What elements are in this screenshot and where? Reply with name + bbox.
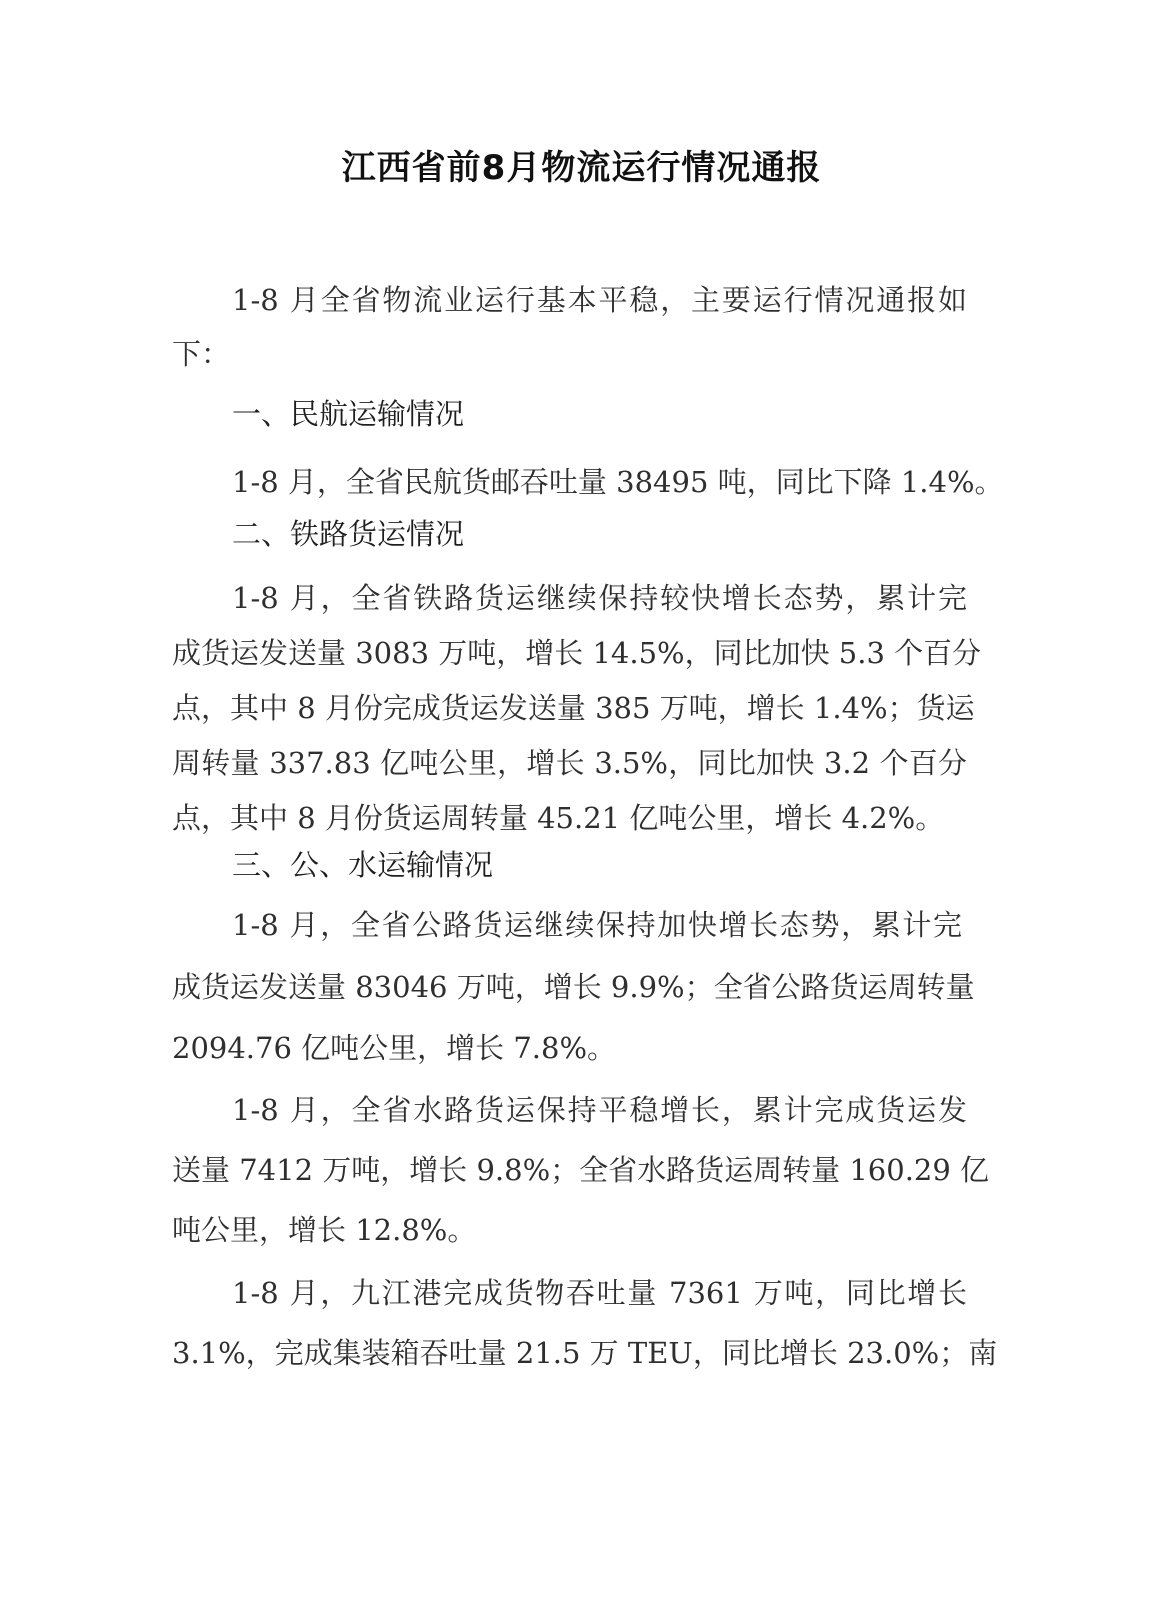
section-3-para-1-line-2: 成货运发送量 83046 万吨，增长 9.9%；全省公路货运周转量 [172,970,975,1004]
intro-line-2: 下： [172,337,231,371]
section-2-line-1: 1-8 月，全省铁路货运继续保持较快增长态势，累计完 [232,581,967,615]
section-2-heading: 二、铁路货运情况 [232,517,465,551]
section-3-para-1-line-1: 1-8 月，全省公路货运继续保持加快增长态势，累计完 [232,908,962,942]
section-3-para-2-line-2: 送量 7412 万吨，增长 9.8%；全省水路货运周转量 160.29 亿 [172,1153,990,1187]
section-2-line-2: 成货运发送量 3083 万吨，增长 14.5%，同比加快 5.3 个百分 [172,636,982,670]
section-3-para-1-line-3: 2094.76 亿吨公里，增长 7.8%。 [172,1031,617,1065]
section-2-line-5: 点，其中 8 月份货运周转量 45.21 亿吨公里，增长 4.2%。 [172,801,945,835]
section-3-para-2-line-3: 吨公里，增长 12.8%。 [172,1213,477,1247]
section-3-para-3-line-1: 1-8 月，九江港完成货物吞吐量 7361 万吨，同比增长 [232,1276,967,1310]
section-2-line-3: 点，其中 8 月份完成货运发送量 385 万吨，增长 1.4%；货运 [172,691,975,725]
section-3-heading: 三、公、水运输情况 [232,848,494,882]
section-1-heading: 一、民航运输情况 [232,397,465,431]
section-1-line-1: 1-8 月，全省民航货邮吞吐量 38495 吨，同比下降 1.4%。 [232,465,1004,499]
section-3-para-3-line-2: 3.1%，完成集装箱吞吐量 21.5 万 TEU，同比增长 23.0%；南 [172,1336,998,1370]
section-3-para-2-line-1: 1-8 月，全省水路货运保持平稳增长，累计完成货运发 [232,1093,967,1127]
intro-line-1: 1-8 月全省物流业运行基本平稳，主要运行情况通报如 [232,283,967,317]
document-title: 江西省前8月物流运行情况通报 [341,148,822,188]
section-2-line-4: 周转量 337.83 亿吨公里，增长 3.5%，同比加快 3.2 个百分 [172,746,967,780]
